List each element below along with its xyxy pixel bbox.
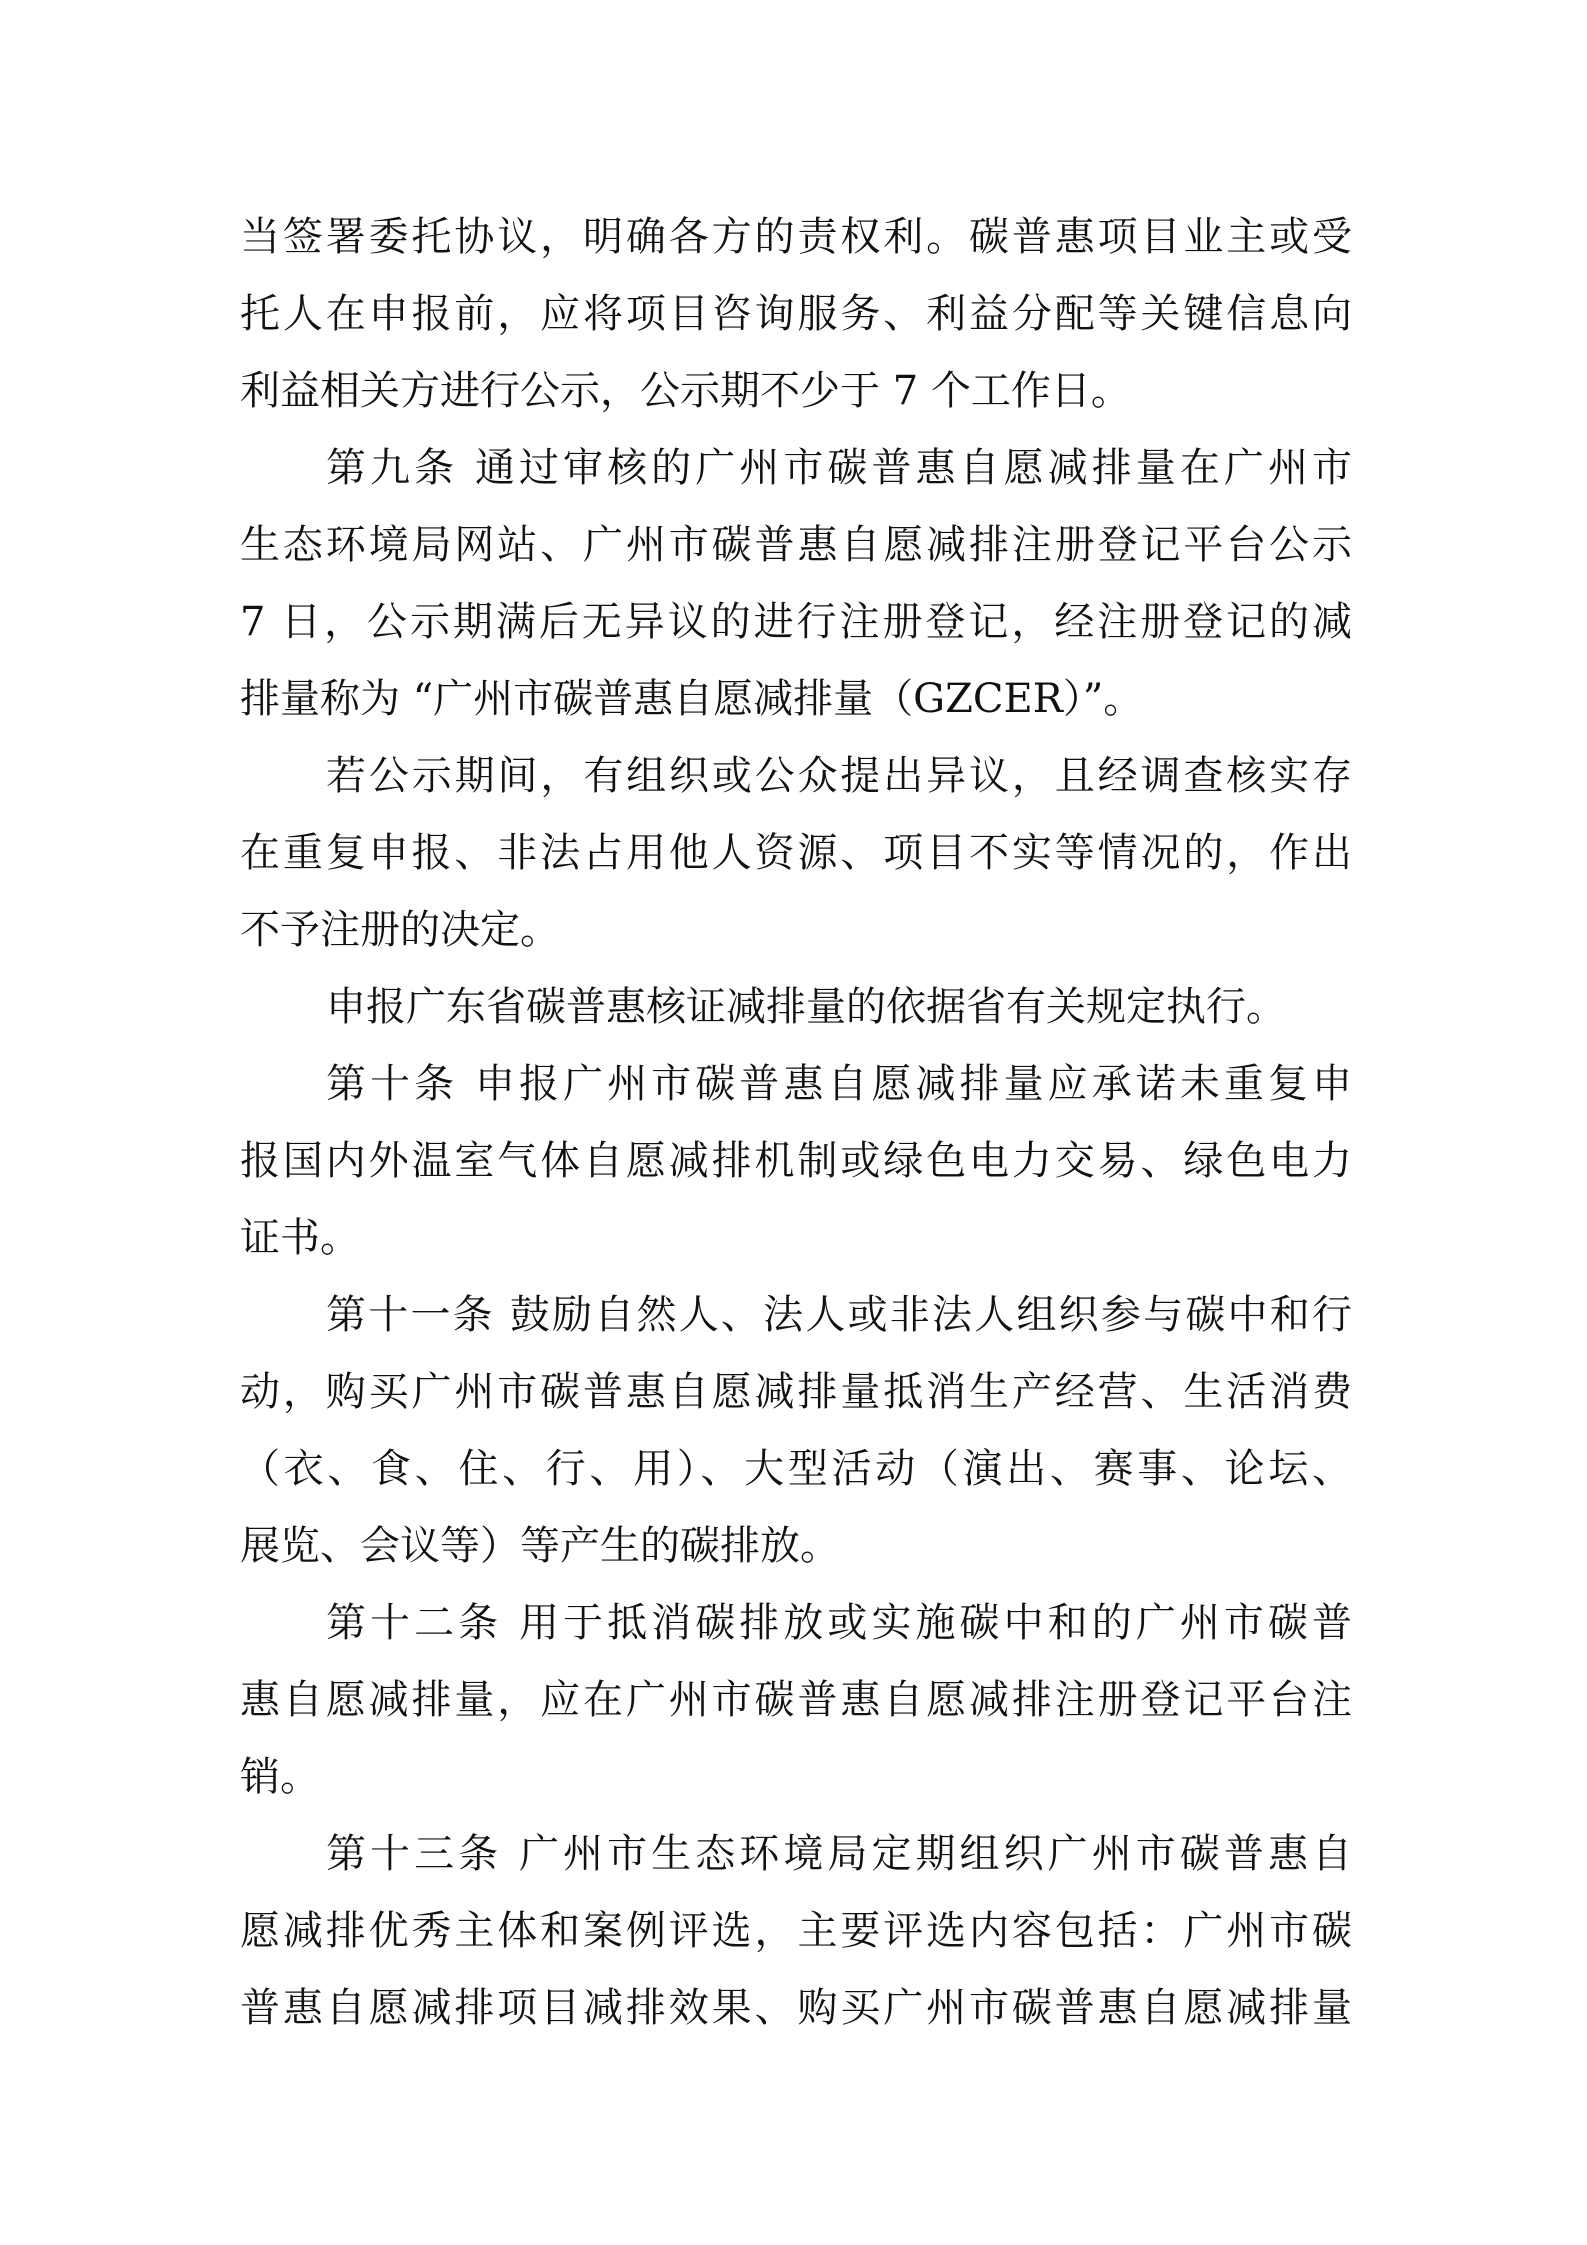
text-line: 排量称为 “广州市碳普惠自愿减排量（GZCER）”。	[240, 676, 1144, 722]
text-line: 证书。	[240, 1215, 360, 1261]
text-line: 销。	[240, 1754, 320, 1800]
text-line: 7 日，公示期满后无异议的进行注册登记，经注册登记的减	[240, 599, 1352, 645]
text-line: 报国内外温室气体自愿减排机制或绿色电力交易、绿色电力	[240, 1138, 1352, 1184]
text-line: （衣、食、住、行、用）、大型活动（演出、赛事、论坛、	[240, 1446, 1352, 1492]
text-line: 惠自愿减排量，应在广州市碳普惠自愿减排注册登记平台注	[240, 1677, 1352, 1723]
article-heading-line: 第十三条 广州市生态环境局定期组织广州市碳普惠自	[326, 1831, 1352, 1877]
article-heading-line: 第十条 申报广州市碳普惠自愿减排量应承诺未重复申	[326, 1061, 1352, 1107]
paragraph-start-line: 若公示期间，有组织或公众提出异议，且经调查核实存	[326, 753, 1352, 799]
text-line: 生态环境局网站、广州市碳普惠自愿减排注册登记平台公示	[240, 522, 1352, 568]
article-heading-line: 第十二条 用于抵消碳排放或实施碳中和的广州市碳普	[326, 1600, 1352, 1646]
text-line: 展览、会议等）等产生的碳排放。	[240, 1523, 840, 1569]
paragraph-start-line: 申报广东省碳普惠核证减排量的依据省有关规定执行。	[326, 984, 1286, 1030]
text-line: 利益相关方进行公示，公示期不少于 7 个工作日。	[240, 368, 1131, 414]
text-line: 愿减排优秀主体和案例评选，主要评选内容包括：广州市碳	[240, 1908, 1352, 1954]
text-line: 托人在申报前，应将项目咨询服务、利益分配等关键信息向	[240, 291, 1352, 337]
text-line: 当签署委托协议，明确各方的责权利。碳普惠项目业主或受	[240, 214, 1352, 260]
text-line: 不予注册的决定。	[240, 907, 560, 953]
text-line: 普惠自愿减排项目减排效果、购买广州市碳普惠自愿减排量	[240, 1985, 1352, 2031]
text-line: 在重复申报、非法占用他人资源、项目不实等情况的，作出	[240, 830, 1352, 876]
article-heading-line: 第十一条 鼓励自然人、法人或非法人组织参与碳中和行	[326, 1292, 1352, 1338]
text-line: 动，购买广州市碳普惠自愿减排量抵消生产经营、生活消费	[240, 1369, 1352, 1415]
article-heading-line: 第九条 通过审核的广州市碳普惠自愿减排量在广州市	[326, 445, 1352, 491]
